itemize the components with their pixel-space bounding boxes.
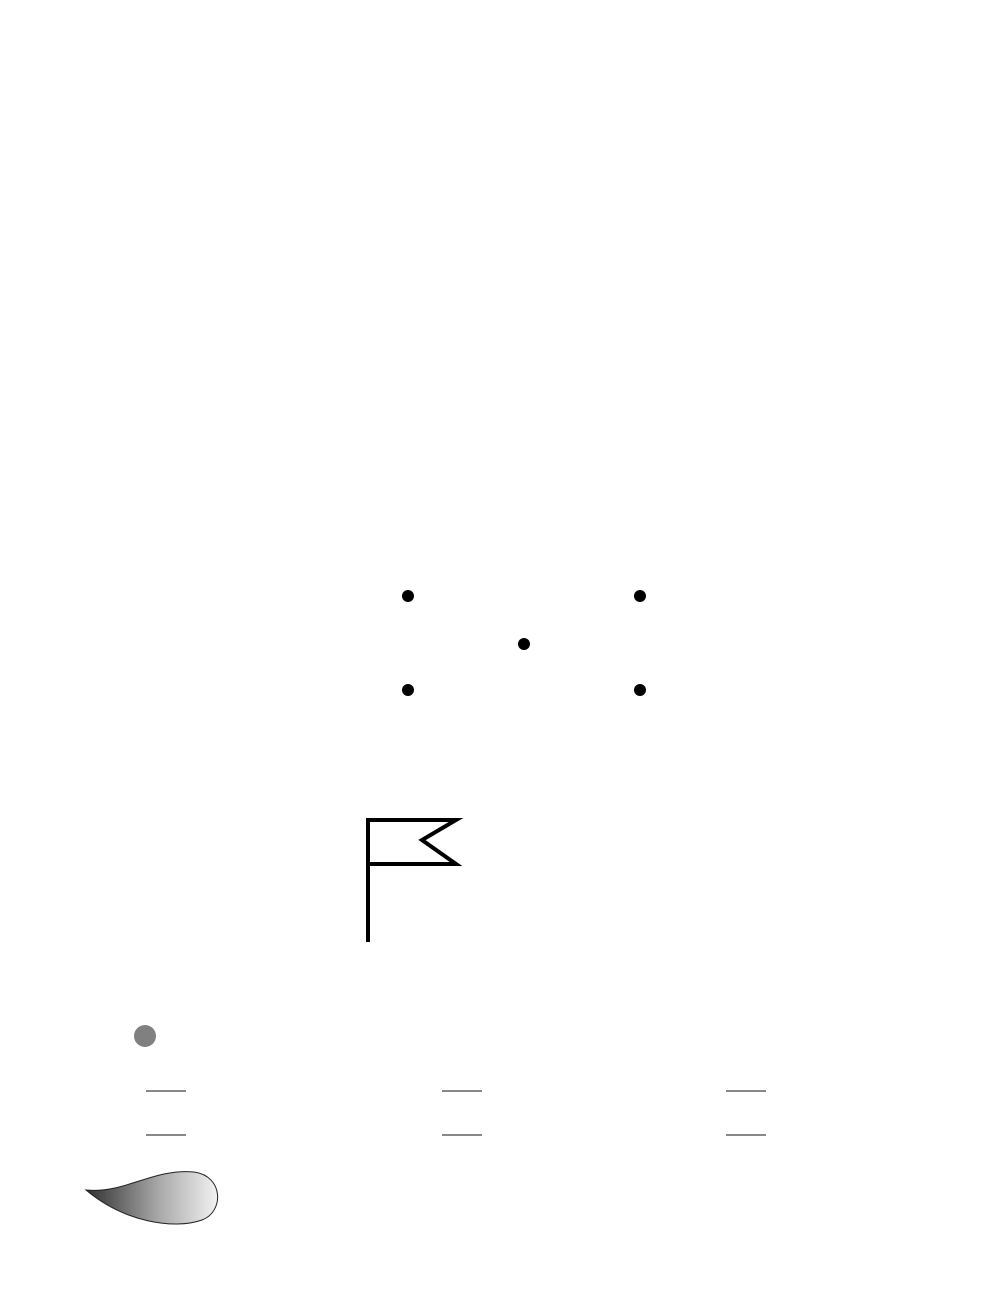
big-leaf-icon [84,1160,224,1230]
flag-drawing [360,812,470,947]
top-decorative-border [84,78,920,118]
flower-number-badge [134,470,196,532]
bullet-icon [134,1025,156,1047]
answer-blank[interactable] [146,1112,186,1136]
page-number-leaf [84,1160,224,1230]
dot-top-left[interactable] [402,590,414,602]
dot-center[interactable] [518,638,530,650]
answer-blank[interactable] [146,1068,186,1092]
dot-bottom-right[interactable] [634,684,646,696]
bottom-decorative-border [222,1180,922,1220]
equation [716,1112,766,1141]
task-number [134,470,196,532]
task-number [134,942,196,1004]
task-number [134,228,196,290]
equation [136,1112,186,1141]
flower-number-badge [134,698,196,760]
exercise-instruction [134,1024,174,1050]
dot-bottom-left[interactable] [402,684,414,696]
flower-number-badge [134,942,196,1004]
equation [432,1112,482,1141]
equation [716,1068,766,1097]
dot-top-right[interactable] [634,590,646,602]
answer-blank[interactable] [726,1068,766,1092]
equation [432,1068,482,1097]
flower-number-badge [134,228,196,290]
equation [136,1068,186,1097]
task-number [134,698,196,760]
answer-blank[interactable] [442,1112,482,1136]
answer-blank[interactable] [726,1112,766,1136]
answer-blank[interactable] [442,1068,482,1092]
